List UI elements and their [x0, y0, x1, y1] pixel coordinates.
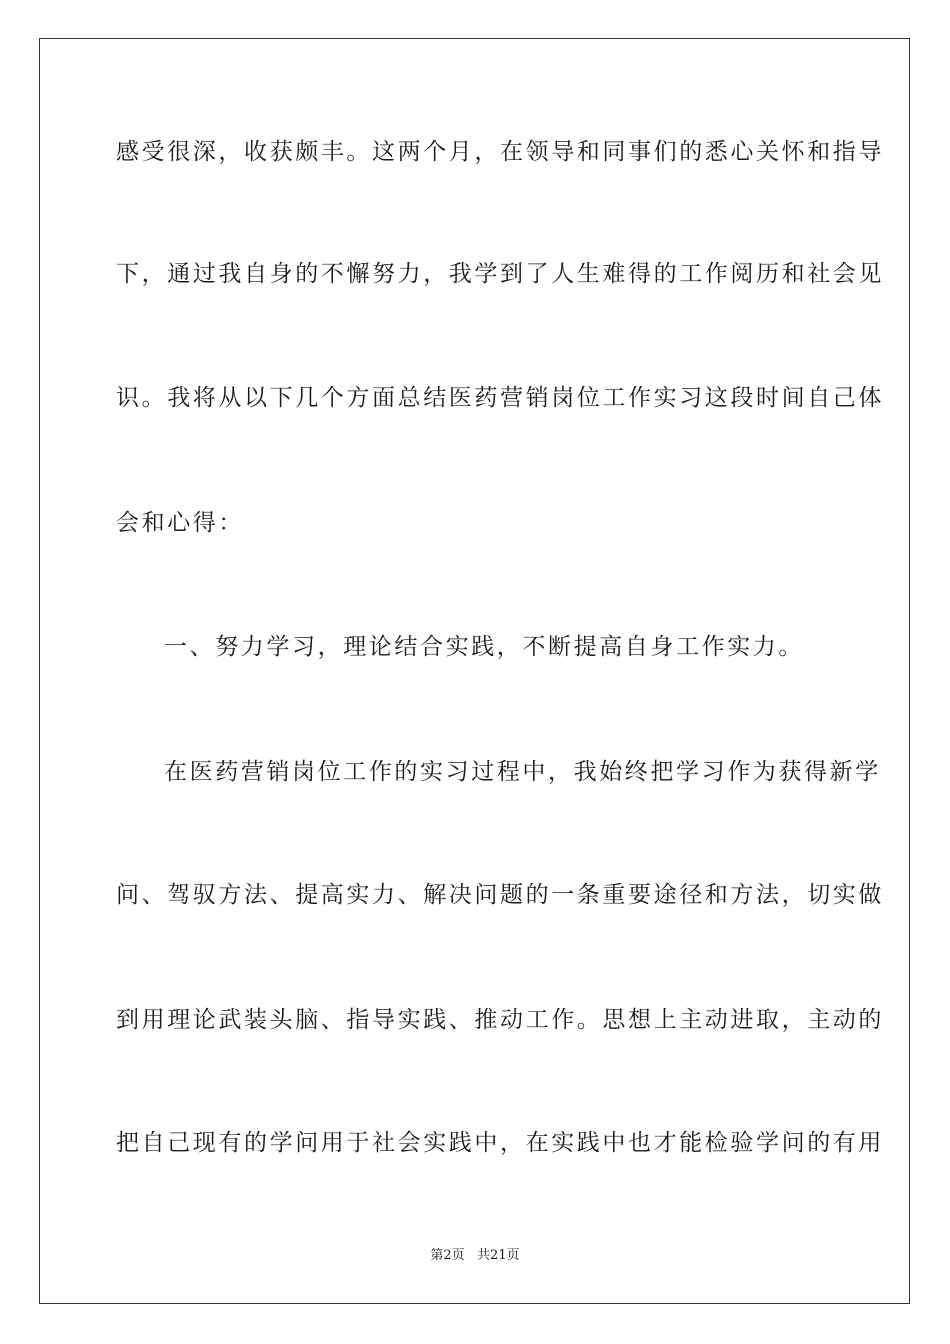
body-text-line-9: 把自己现有的学问用于社会实践中，在实践中也才能检验学问的有用: [116, 1130, 884, 1156]
body-text-line-4: 会和心得：: [116, 510, 244, 536]
page-number-footer: 第2页 共21页: [430, 1248, 520, 1263]
body-text-line-8: 到用理论武装头脑、指导实践、推动工作。思想上主动进取，主动的: [116, 1007, 884, 1033]
section-heading: 一、努力学习，理论结合实践，不断提高自身工作实力。: [164, 634, 804, 660]
body-text-line-3: 识。我将从以下几个方面总结医药营销岗位工作实习这段时间自己体: [116, 385, 884, 411]
body-text-line-1: 感受很深，收获颇丰。这两个月，在领导和同事们的悉心关怀和指导: [116, 139, 884, 165]
page-border: [39, 38, 910, 1304]
body-text-line-7: 问、驾驭方法、提高实力、解决问题的一条重要途径和方法，切实做: [116, 882, 884, 908]
body-text-line-2: 下，通过我自身的不懈努力，我学到了人生难得的工作阅历和社会见: [116, 261, 884, 287]
body-text-line-6: 在医药营销岗位工作的实习过程中，我始终把学习作为获得新学: [164, 759, 881, 785]
